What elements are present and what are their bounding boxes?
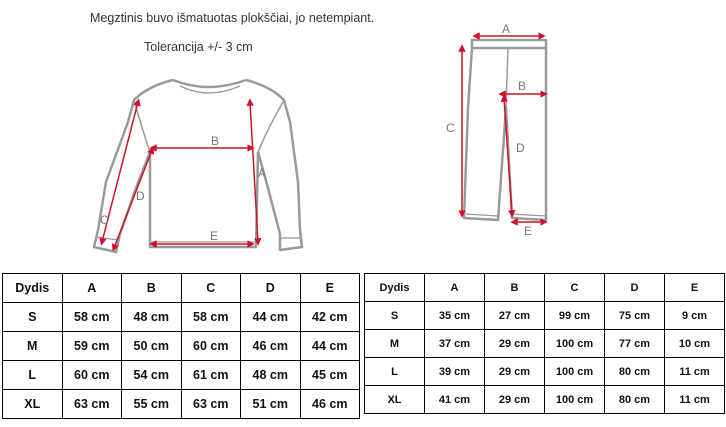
table-cell: 37 cm	[425, 330, 485, 358]
table-cell: 59 cm	[62, 332, 122, 361]
table-cell: 58 cm	[62, 303, 122, 332]
table-cell: 44 cm	[241, 303, 301, 332]
header-cell: Dydis	[365, 274, 425, 302]
table-cell: 42 cm	[300, 303, 360, 332]
table-row	[365, 386, 725, 414]
table-cell: 11 cm	[665, 358, 725, 386]
label-a: A	[258, 166, 267, 180]
label-c: C	[100, 213, 109, 227]
measurement-note: Megztinis buvo išmatuotas plokščiai, jo netempiant.	[90, 11, 375, 25]
table-cell: 58 cm	[181, 303, 241, 332]
table-row	[3, 361, 360, 390]
table-header-row	[365, 274, 725, 302]
label-c: C	[446, 121, 455, 135]
size-cell: L	[3, 361, 63, 390]
label-d: D	[136, 189, 145, 203]
table-cell: 80 cm	[605, 386, 665, 414]
table-cell: 39 cm	[425, 358, 485, 386]
table-cell: 44 cm	[300, 332, 360, 361]
size-cell: L	[365, 358, 425, 386]
header-cell: E	[300, 274, 360, 303]
sweater-size-table	[2, 273, 360, 419]
table-cell: 63 cm	[62, 390, 122, 419]
size-cell: XL	[365, 386, 425, 414]
table-cell: 11 cm	[665, 386, 725, 414]
size-cell: M	[365, 330, 425, 358]
table-row	[3, 303, 360, 332]
header-cell: E	[665, 274, 725, 302]
tolerance-note: Tolerancija +/- 3 cm	[144, 40, 253, 54]
table-cell: 46 cm	[241, 332, 301, 361]
size-cell: XL	[3, 390, 63, 419]
size-cell: S	[365, 302, 425, 330]
size-cell: M	[3, 332, 63, 361]
table-cell: 54 cm	[122, 361, 182, 390]
table-cell: 50 cm	[122, 332, 182, 361]
header-cell: B	[485, 274, 545, 302]
header-cell: C	[181, 274, 241, 303]
table-cell: 100 cm	[545, 358, 605, 386]
label-e: E	[524, 224, 533, 238]
table-cell: 27 cm	[485, 302, 545, 330]
table-cell: 45 cm	[300, 361, 360, 390]
table-cell: 61 cm	[181, 361, 241, 390]
table-cell: 100 cm	[545, 330, 605, 358]
header-cell: C	[545, 274, 605, 302]
pants-size-table	[364, 273, 725, 414]
table-cell: 100 cm	[545, 386, 605, 414]
pants-diagram	[440, 18, 560, 238]
label-d: D	[516, 141, 525, 155]
label-e: E	[210, 229, 219, 243]
table-row	[365, 302, 725, 330]
table-row	[3, 390, 360, 419]
table-row	[365, 330, 725, 358]
table-cell: 80 cm	[605, 358, 665, 386]
header-cell: Dydis	[3, 274, 63, 303]
table-cell: 29 cm	[485, 386, 545, 414]
table-cell: 63 cm	[181, 390, 241, 419]
table-cell: 35 cm	[425, 302, 485, 330]
table-header-row	[3, 274, 360, 303]
table-row	[3, 332, 360, 361]
table-cell: 48 cm	[122, 303, 182, 332]
table-cell: 46 cm	[300, 390, 360, 419]
table-cell: 77 cm	[605, 330, 665, 358]
sweater-diagram	[88, 62, 318, 262]
label-b: B	[211, 134, 220, 148]
table-row	[365, 358, 725, 386]
label-b: B	[518, 79, 527, 93]
table-cell: 10 cm	[665, 330, 725, 358]
table-cell: 29 cm	[485, 330, 545, 358]
table-cell: 51 cm	[241, 390, 301, 419]
header-cell: D	[605, 274, 665, 302]
table-cell: 41 cm	[425, 386, 485, 414]
header-cell: A	[62, 274, 122, 303]
table-cell: 55 cm	[122, 390, 182, 419]
table-cell: 29 cm	[485, 358, 545, 386]
label-a: A	[502, 22, 511, 36]
table-cell: 99 cm	[545, 302, 605, 330]
size-cell: S	[3, 303, 63, 332]
header-cell: D	[241, 274, 301, 303]
table-cell: 9 cm	[665, 302, 725, 330]
table-cell: 60 cm	[181, 332, 241, 361]
table-cell: 60 cm	[62, 361, 122, 390]
table-cell: 48 cm	[241, 361, 301, 390]
header-cell: A	[425, 274, 485, 302]
header-cell: B	[122, 274, 182, 303]
table-cell: 75 cm	[605, 302, 665, 330]
